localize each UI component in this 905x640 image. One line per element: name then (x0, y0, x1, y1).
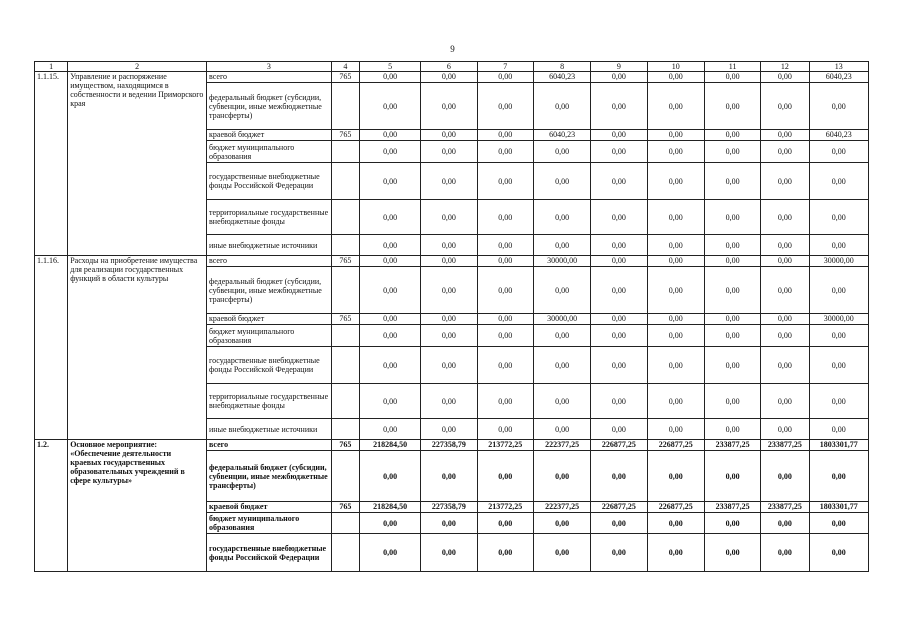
amount-cell: 0,00 (421, 83, 477, 130)
budget-table (34, 61, 869, 572)
amount-cell: 0,00 (761, 83, 809, 130)
amount-cell: 0,00 (761, 384, 809, 419)
amount-cell: 0,00 (591, 534, 647, 572)
amount-cell: 0,00 (533, 384, 590, 419)
amount-cell: 218284,50 (359, 502, 420, 513)
amount-cell: 0,00 (533, 163, 590, 200)
amount-cell: 0,00 (761, 235, 809, 256)
amount-cell: 0,00 (761, 141, 809, 163)
amount-cell: 0,00 (809, 83, 868, 130)
amount-cell: 0,00 (591, 419, 647, 440)
amount-cell: 0,00 (533, 513, 590, 534)
amount-cell: 0,00 (761, 163, 809, 200)
amount-cell: 0,00 (704, 419, 760, 440)
amount-cell: 0,00 (421, 347, 477, 384)
amount-cell: 0,00 (809, 325, 868, 347)
amount-cell: 0,00 (421, 451, 477, 502)
grbs-code (331, 534, 359, 572)
amount-cell: 0,00 (359, 256, 420, 267)
amount-cell: 0,00 (704, 513, 760, 534)
amount-cell: 0,00 (359, 347, 420, 384)
amount-cell: 0,00 (477, 130, 533, 141)
amount-cell: 1803301,77 (809, 502, 868, 513)
amount-cell: 6040,23 (809, 72, 868, 83)
amount-cell: 0,00 (647, 235, 704, 256)
grbs-code (331, 451, 359, 502)
table-row (35, 256, 869, 267)
amount-cell: 0,00 (704, 314, 760, 325)
amount-cell: 0,00 (477, 347, 533, 384)
amount-cell: 0,00 (359, 163, 420, 200)
amount-cell: 0,00 (359, 513, 420, 534)
amount-cell: 0,00 (591, 72, 647, 83)
amount-cell: 0,00 (647, 347, 704, 384)
page-number: 9 (450, 44, 455, 54)
amount-cell: 0,00 (421, 325, 477, 347)
funding-source: иные внебюджетные источники (207, 419, 332, 440)
amount-cell: 0,00 (704, 72, 760, 83)
funding-source: всего (207, 440, 332, 451)
amount-cell: 0,00 (591, 451, 647, 502)
amount-cell: 0,00 (647, 314, 704, 325)
amount-cell: 227358,79 (421, 440, 477, 451)
grbs-code: 765 (331, 502, 359, 513)
amount-cell: 0,00 (591, 130, 647, 141)
amount-cell: 0,00 (421, 534, 477, 572)
amount-cell: 213772,25 (477, 440, 533, 451)
amount-cell: 222377,25 (533, 502, 590, 513)
amount-cell: 0,00 (761, 256, 809, 267)
amount-cell: 0,00 (647, 267, 704, 314)
amount-cell: 0,00 (533, 534, 590, 572)
grbs-code (331, 267, 359, 314)
amount-cell: 0,00 (533, 83, 590, 130)
amount-cell: 226877,25 (647, 502, 704, 513)
amount-cell: 0,00 (809, 451, 868, 502)
column-number-row (35, 62, 869, 72)
amount-cell: 0,00 (591, 256, 647, 267)
amount-cell: 0,00 (591, 325, 647, 347)
funding-source: бюджет муниципального образования (207, 325, 332, 347)
funding-source: всего (207, 72, 332, 83)
amount-cell: 30000,00 (809, 256, 868, 267)
amount-cell: 0,00 (359, 384, 420, 419)
amount-cell: 0,00 (533, 267, 590, 314)
amount-cell: 0,00 (647, 83, 704, 130)
amount-cell: 0,00 (477, 256, 533, 267)
item-code: 1.1.15. (35, 72, 68, 256)
table-row (35, 440, 869, 451)
amount-cell: 6040,23 (533, 72, 590, 83)
amount-cell: 222377,25 (533, 440, 590, 451)
amount-cell: 0,00 (591, 141, 647, 163)
amount-cell: 227358,79 (421, 502, 477, 513)
amount-cell: 0,00 (359, 419, 420, 440)
grbs-code: 765 (331, 440, 359, 451)
amount-cell: 226877,25 (591, 440, 647, 451)
amount-cell: 0,00 (359, 235, 420, 256)
grbs-code (331, 141, 359, 163)
grbs-code: 765 (331, 314, 359, 325)
amount-cell: 0,00 (533, 451, 590, 502)
amount-cell: 30000,00 (809, 314, 868, 325)
amount-cell: 0,00 (477, 325, 533, 347)
amount-cell: 0,00 (647, 72, 704, 83)
funding-source: краевой бюджет (207, 130, 332, 141)
amount-cell: 0,00 (533, 347, 590, 384)
grbs-code (331, 419, 359, 440)
amount-cell: 0,00 (704, 163, 760, 200)
amount-cell: 0,00 (359, 451, 420, 502)
amount-cell: 0,00 (809, 163, 868, 200)
amount-cell: 0,00 (421, 141, 477, 163)
amount-cell: 0,00 (477, 83, 533, 130)
column-number-header: 3 (207, 62, 332, 72)
column-number-header: 9 (591, 62, 647, 72)
amount-cell: 0,00 (533, 141, 590, 163)
amount-cell: 0,00 (359, 141, 420, 163)
amount-cell: 0,00 (477, 384, 533, 419)
amount-cell: 0,00 (809, 419, 868, 440)
amount-cell: 233877,25 (704, 502, 760, 513)
amount-cell: 233877,25 (761, 440, 809, 451)
grbs-code (331, 384, 359, 419)
amount-cell: 0,00 (591, 513, 647, 534)
amount-cell: 0,00 (477, 141, 533, 163)
amount-cell: 1803301,77 (809, 440, 868, 451)
amount-cell: 0,00 (647, 534, 704, 572)
amount-cell: 0,00 (359, 534, 420, 572)
amount-cell: 0,00 (809, 141, 868, 163)
amount-cell: 0,00 (591, 384, 647, 419)
table-row (35, 72, 869, 83)
amount-cell: 0,00 (704, 384, 760, 419)
column-number-header: 11 (704, 62, 760, 72)
funding-source: всего (207, 256, 332, 267)
column-number-header: 8 (533, 62, 590, 72)
item-name: Управление и распоряжение имуществом, находящимся в собственности и ведении Приморского края (68, 72, 207, 256)
amount-cell: 0,00 (704, 130, 760, 141)
amount-cell: 0,00 (421, 200, 477, 235)
amount-cell: 0,00 (533, 325, 590, 347)
amount-cell: 0,00 (359, 72, 420, 83)
amount-cell: 0,00 (809, 267, 868, 314)
grbs-code (331, 513, 359, 534)
amount-cell: 0,00 (647, 130, 704, 141)
amount-cell: 0,00 (421, 163, 477, 200)
grbs-code (331, 83, 359, 130)
amount-cell: 0,00 (591, 267, 647, 314)
amount-cell: 0,00 (704, 325, 760, 347)
amount-cell: 0,00 (421, 256, 477, 267)
amount-cell: 0,00 (761, 513, 809, 534)
amount-cell: 0,00 (421, 419, 477, 440)
funding-source: краевой бюджет (207, 502, 332, 513)
amount-cell: 0,00 (477, 200, 533, 235)
amount-cell: 0,00 (359, 325, 420, 347)
amount-cell: 0,00 (591, 163, 647, 200)
amount-cell: 0,00 (591, 83, 647, 130)
grbs-code: 765 (331, 72, 359, 83)
amount-cell: 6040,23 (809, 130, 868, 141)
funding-source: государственные внебюджетные фонды Российской Федерации (207, 163, 332, 200)
amount-cell: 0,00 (477, 314, 533, 325)
grbs-code (331, 347, 359, 384)
item-code: 1.1.16. (35, 256, 68, 440)
amount-cell: 0,00 (359, 200, 420, 235)
amount-cell: 213772,25 (477, 502, 533, 513)
amount-cell: 0,00 (591, 200, 647, 235)
amount-cell: 0,00 (704, 235, 760, 256)
item-code: 1.2. (35, 440, 68, 572)
amount-cell: 0,00 (421, 72, 477, 83)
amount-cell: 0,00 (421, 513, 477, 534)
amount-cell: 0,00 (809, 200, 868, 235)
amount-cell: 0,00 (761, 200, 809, 235)
amount-cell: 0,00 (647, 419, 704, 440)
amount-cell: 0,00 (477, 451, 533, 502)
amount-cell: 0,00 (761, 325, 809, 347)
amount-cell: 0,00 (477, 534, 533, 572)
amount-cell: 0,00 (761, 347, 809, 384)
amount-cell: 0,00 (477, 163, 533, 200)
amount-cell: 0,00 (647, 451, 704, 502)
column-number-header: 5 (359, 62, 420, 72)
funding-source: федеральный бюджет (субсидии, субвенции, иные межбюджетные трансферты) (207, 451, 332, 502)
amount-cell: 0,00 (477, 267, 533, 314)
column-number-header: 10 (647, 62, 704, 72)
amount-cell: 0,00 (477, 513, 533, 534)
grbs-code (331, 235, 359, 256)
amount-cell: 0,00 (477, 72, 533, 83)
amount-cell: 0,00 (761, 451, 809, 502)
grbs-code: 765 (331, 256, 359, 267)
amount-cell: 0,00 (359, 83, 420, 130)
funding-source: территориальные государственные внебюджетные фонды (207, 384, 332, 419)
amount-cell: 233877,25 (761, 502, 809, 513)
amount-cell: 0,00 (647, 200, 704, 235)
column-number-header: 12 (761, 62, 809, 72)
amount-cell: 0,00 (533, 200, 590, 235)
funding-source: федеральный бюджет (субсидии, субвенции, иные межбюджетные трансферты) (207, 267, 332, 314)
grbs-code (331, 200, 359, 235)
column-number-header: 7 (477, 62, 533, 72)
funding-source: государственные внебюджетные фонды Российской Федерации (207, 347, 332, 384)
table-body (35, 62, 869, 572)
amount-cell: 30000,00 (533, 256, 590, 267)
amount-cell: 0,00 (359, 267, 420, 314)
funding-source: бюджет муниципального образования (207, 513, 332, 534)
amount-cell: 0,00 (477, 419, 533, 440)
item-name: Расходы на приобретение имущества для реализации государственных функций в области культуры (68, 256, 207, 440)
amount-cell: 0,00 (359, 130, 420, 141)
amount-cell: 0,00 (704, 347, 760, 384)
amount-cell: 0,00 (761, 72, 809, 83)
amount-cell: 0,00 (704, 141, 760, 163)
amount-cell: 0,00 (647, 384, 704, 419)
amount-cell: 218284,50 (359, 440, 420, 451)
grbs-code (331, 325, 359, 347)
amount-cell: 30000,00 (533, 314, 590, 325)
funding-source: иные внебюджетные источники (207, 235, 332, 256)
amount-cell: 0,00 (761, 314, 809, 325)
amount-cell: 0,00 (809, 384, 868, 419)
amount-cell: 0,00 (761, 130, 809, 141)
amount-cell: 0,00 (761, 267, 809, 314)
amount-cell: 0,00 (704, 451, 760, 502)
amount-cell: 0,00 (647, 325, 704, 347)
amount-cell: 0,00 (704, 256, 760, 267)
amount-cell: 0,00 (704, 83, 760, 130)
column-number-header: 2 (68, 62, 207, 72)
amount-cell: 0,00 (809, 513, 868, 534)
column-number-header: 4 (331, 62, 359, 72)
grbs-code: 765 (331, 130, 359, 141)
amount-cell: 0,00 (421, 384, 477, 419)
amount-cell: 0,00 (809, 347, 868, 384)
amount-cell: 0,00 (704, 200, 760, 235)
amount-cell: 0,00 (477, 235, 533, 256)
column-number-header: 6 (421, 62, 477, 72)
amount-cell: 0,00 (647, 513, 704, 534)
amount-cell: 0,00 (761, 534, 809, 572)
amount-cell: 0,00 (647, 141, 704, 163)
column-number-header: 13 (809, 62, 868, 72)
amount-cell: 0,00 (704, 534, 760, 572)
amount-cell: 0,00 (421, 267, 477, 314)
amount-cell: 226877,25 (591, 502, 647, 513)
amount-cell: 233877,25 (704, 440, 760, 451)
funding-source: краевой бюджет (207, 314, 332, 325)
amount-cell: 6040,23 (533, 130, 590, 141)
amount-cell: 0,00 (533, 419, 590, 440)
funding-source: бюджет муниципального образования (207, 141, 332, 163)
amount-cell: 0,00 (591, 314, 647, 325)
amount-cell: 226877,25 (647, 440, 704, 451)
amount-cell: 0,00 (359, 314, 420, 325)
amount-cell: 0,00 (809, 235, 868, 256)
funding-source: федеральный бюджет (субсидии, субвенции, иные межбюджетные трансферты) (207, 83, 332, 130)
amount-cell: 0,00 (761, 419, 809, 440)
amount-cell: 0,00 (421, 235, 477, 256)
funding-source: государственные внебюджетные фонды Российской Федерации (207, 534, 332, 572)
column-number-header: 1 (35, 62, 68, 72)
item-name: Основное мероприятие: «Обеспечение деятельности краевых государственных образовательных учреждений в сфере культуры» (68, 440, 207, 572)
funding-source: территориальные государственные внебюджетные фонды (207, 200, 332, 235)
amount-cell: 0,00 (647, 163, 704, 200)
amount-cell: 0,00 (809, 534, 868, 572)
amount-cell: 0,00 (704, 267, 760, 314)
amount-cell: 0,00 (591, 235, 647, 256)
amount-cell: 0,00 (421, 314, 477, 325)
amount-cell: 0,00 (421, 130, 477, 141)
amount-cell: 0,00 (591, 347, 647, 384)
amount-cell: 0,00 (647, 256, 704, 267)
amount-cell: 0,00 (533, 235, 590, 256)
grbs-code (331, 163, 359, 200)
